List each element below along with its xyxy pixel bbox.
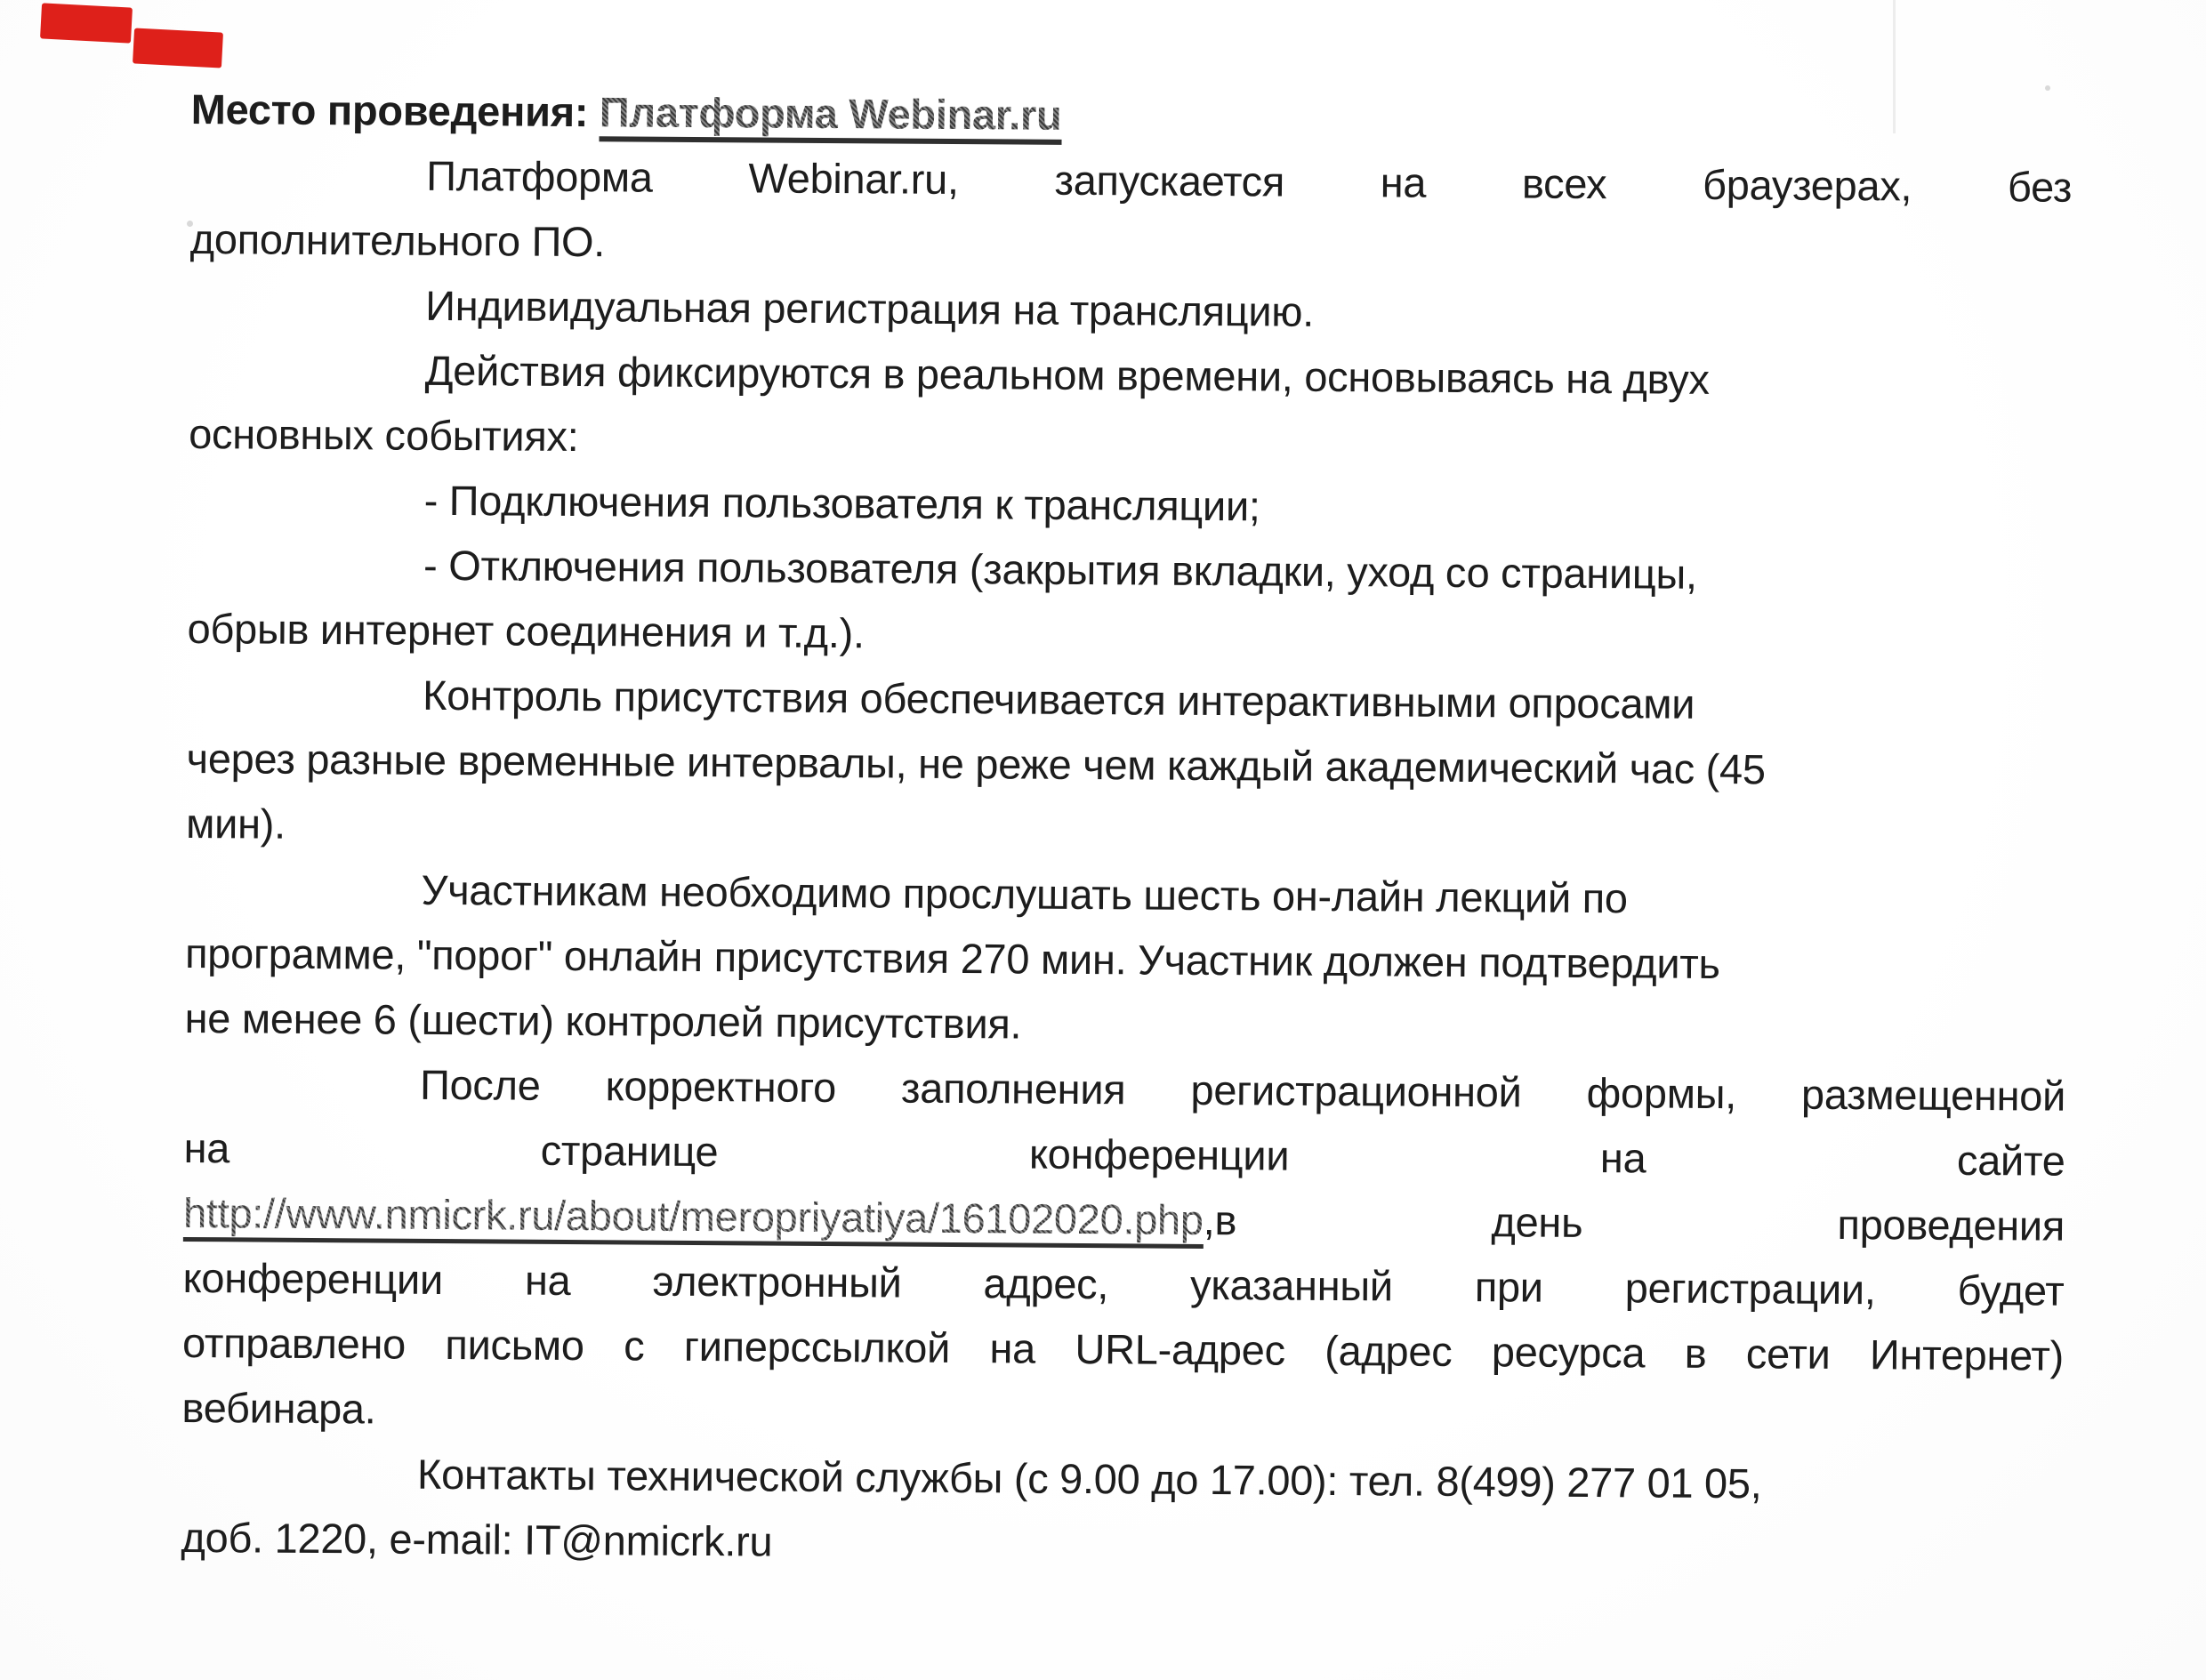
text-run: - Подключения пользователя к трансляции; [423, 476, 1260, 530]
webinar-platform-link[interactable]: Платформа Webinar.ru [600, 88, 1062, 145]
text-run: мин). [185, 799, 286, 848]
text-run: Индивидуальная регистрация на трансляцию. [425, 281, 1315, 335]
text-run: Платформа Webinar.ru, запускается на всех браузерах, без [426, 151, 2073, 211]
red-pen-mark-2 [133, 28, 223, 68]
text-run: обрыв интернет соединения и т.д.). [187, 604, 865, 657]
text-run: отправлено письмо с гиперссылкой на URL-адрес (адрес ресурса в сети Интернет) [181, 1318, 2065, 1379]
text-run: доб. 1220, e-mail: IT@nmicrk.ru [181, 1513, 773, 1565]
text-run: Действия фиксируются в реальном времени, основываясь на двух [424, 346, 1710, 403]
text-run: ,в день проведения [1203, 1195, 2065, 1250]
text-run: через разные временные интервалы, не реже чем каждый академический час (45 [186, 734, 1766, 793]
text-run: После корректного заполнения регистрационной формы, размещенной [419, 1060, 2066, 1120]
text-run: не менее 6 (шести) контролей присутствия. [184, 993, 1022, 1048]
text-run: основных событиях: [189, 409, 579, 461]
heading-label: Место проведения: [190, 84, 600, 136]
text-line [182, 1310, 2064, 1388]
text-line [186, 726, 2067, 804]
text-run: Контакты технической службы (с 9.00 до 17.00): тел. 8(499) 277 01 05, [416, 1450, 1762, 1507]
red-pen-mark-1 [40, 3, 133, 43]
text-run: программе, "порог" онлайн присутствия 270 мин. Участник должен подтвердить [184, 928, 1720, 988]
text-run: Контроль присутствия обеспечивается интерактивными опросами [422, 671, 1695, 727]
text-line [181, 1505, 2062, 1583]
text-run: дополнительного ПО. [189, 214, 606, 266]
conference-url-link[interactable]: http://www.nmicrk.ru/about/meropriyatiya/16102020.php [183, 1189, 1204, 1249]
text-run: - Отключения пользователя (закрытия вкладки, уход со страницы, [423, 541, 1697, 598]
text-run: конференции на электронный адрес, указанный при регистрации, будет [182, 1253, 2065, 1314]
document-text [181, 76, 2073, 1583]
text-run: вебинара. [181, 1383, 376, 1433]
text-run: на странице конференции на сайте [183, 1123, 2065, 1185]
text-run: Участникам необходимо прослушать шесть он-лайн лекций по [421, 865, 1628, 922]
